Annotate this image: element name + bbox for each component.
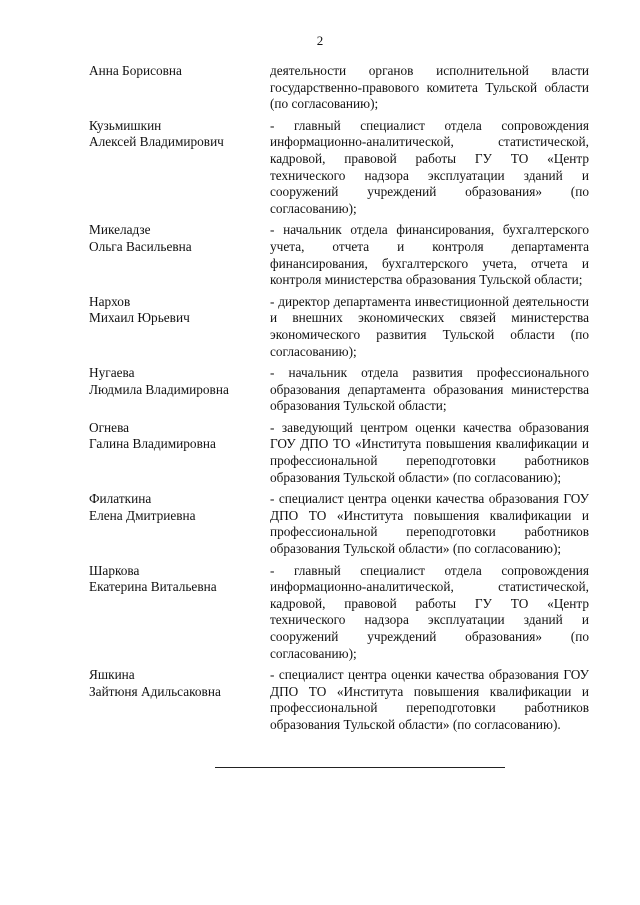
closing-rule <box>215 767 505 768</box>
member-entry <box>89 118 589 218</box>
member-entry <box>89 365 589 415</box>
member-surname: Шаркова <box>89 562 140 578</box>
member-role: - главный специалист отдела сопровождения информационно-аналитической, статистической, кадровой, правовой работы ГУ ТО «Центр технического надзора эксплуатации зданий и сооружений учреждений образования» (по согласованию); <box>270 117 589 216</box>
member-entry <box>89 420 589 486</box>
member-role: - начальник отдела финансирования, бухгалтерского учета, отчета и контроля департамента финансирования, бухгалтерского учета, отчета и контроля министерства образования Тульской области; <box>270 222 589 288</box>
committee-member-list <box>89 63 589 734</box>
member-given-names: Людмила Владимировна <box>89 381 229 397</box>
member-surname: Нархов <box>89 293 131 309</box>
member-given-names: Галина Владимировна <box>89 436 216 452</box>
member-name <box>89 294 270 360</box>
member-name <box>89 365 270 415</box>
member-surname: Филаткина <box>89 491 152 507</box>
member-given-names: Екатерина Витальевна <box>89 579 217 595</box>
member-role: - заведующий центром оценки качества образования ГОУ ДПО ТО «Института повышения квалификации и профессиональной переподготовки работников образования Тульской области» (по согласованию); <box>270 419 589 485</box>
member-surname: Нугаева <box>89 365 135 381</box>
member-name <box>89 563 270 663</box>
member-surname: Огнева <box>89 419 130 435</box>
member-given-names: Зайтюня Адильсаковна <box>89 683 221 699</box>
member-entry <box>89 563 589 663</box>
member-given-names: Ольга Васильевна <box>89 238 192 254</box>
member-surname: Микеладзе <box>89 222 151 238</box>
member-entry <box>89 667 589 733</box>
member-name <box>89 222 270 288</box>
member-name <box>89 118 270 218</box>
member-entry <box>89 294 589 360</box>
member-role: - специалист центра оценки качества образования ГОУ ДПО ТО «Института повышения квалификации и профессиональной переподготовки работников образования Тульской области» (по согласованию); <box>270 491 589 557</box>
member-entry <box>89 491 589 557</box>
member-surname: Кузьмишкин <box>89 117 162 133</box>
member-name <box>89 667 270 733</box>
member-role: - главный специалист отдела сопровождения информационно-аналитической, статистической, кадровой, правовой работы ГУ ТО «Центр технического надзора эксплуатации зданий и сооружений учреждений образования» (по согласованию); <box>270 562 589 661</box>
member-name <box>89 63 270 113</box>
member-given-names: Алексей Владимирович <box>89 134 224 150</box>
member-name <box>89 491 270 557</box>
member-role: деятельности органов исполнительной власти государственно-правового комитета Тульской области (по согласованию); <box>270 63 589 112</box>
page-number: 2 <box>316 33 324 48</box>
member-entry <box>89 222 589 288</box>
member-role: - начальник отдела развития профессионального образования департамента образования министерства образования Тульской области; <box>270 365 589 414</box>
member-given-names: Елена Дмитриевна <box>89 507 196 523</box>
member-given-names: Михаил Юрьевич <box>89 310 190 326</box>
member-given-names: Анна Борисовна <box>89 63 182 78</box>
member-role: - специалист центра оценки качества образования ГОУ ДПО ТО «Института повышения квалификации и профессиональной переподготовки работников образования Тульской области» (по согласованию). <box>270 667 589 732</box>
member-surname: Яшкина <box>89 667 135 683</box>
member-entry <box>89 63 589 113</box>
member-role: - директор департамента инвестиционной деятельности и внешних экономических связей министерства экономического развития Тульской области (по согласованию); <box>270 293 589 359</box>
member-name <box>89 420 270 486</box>
